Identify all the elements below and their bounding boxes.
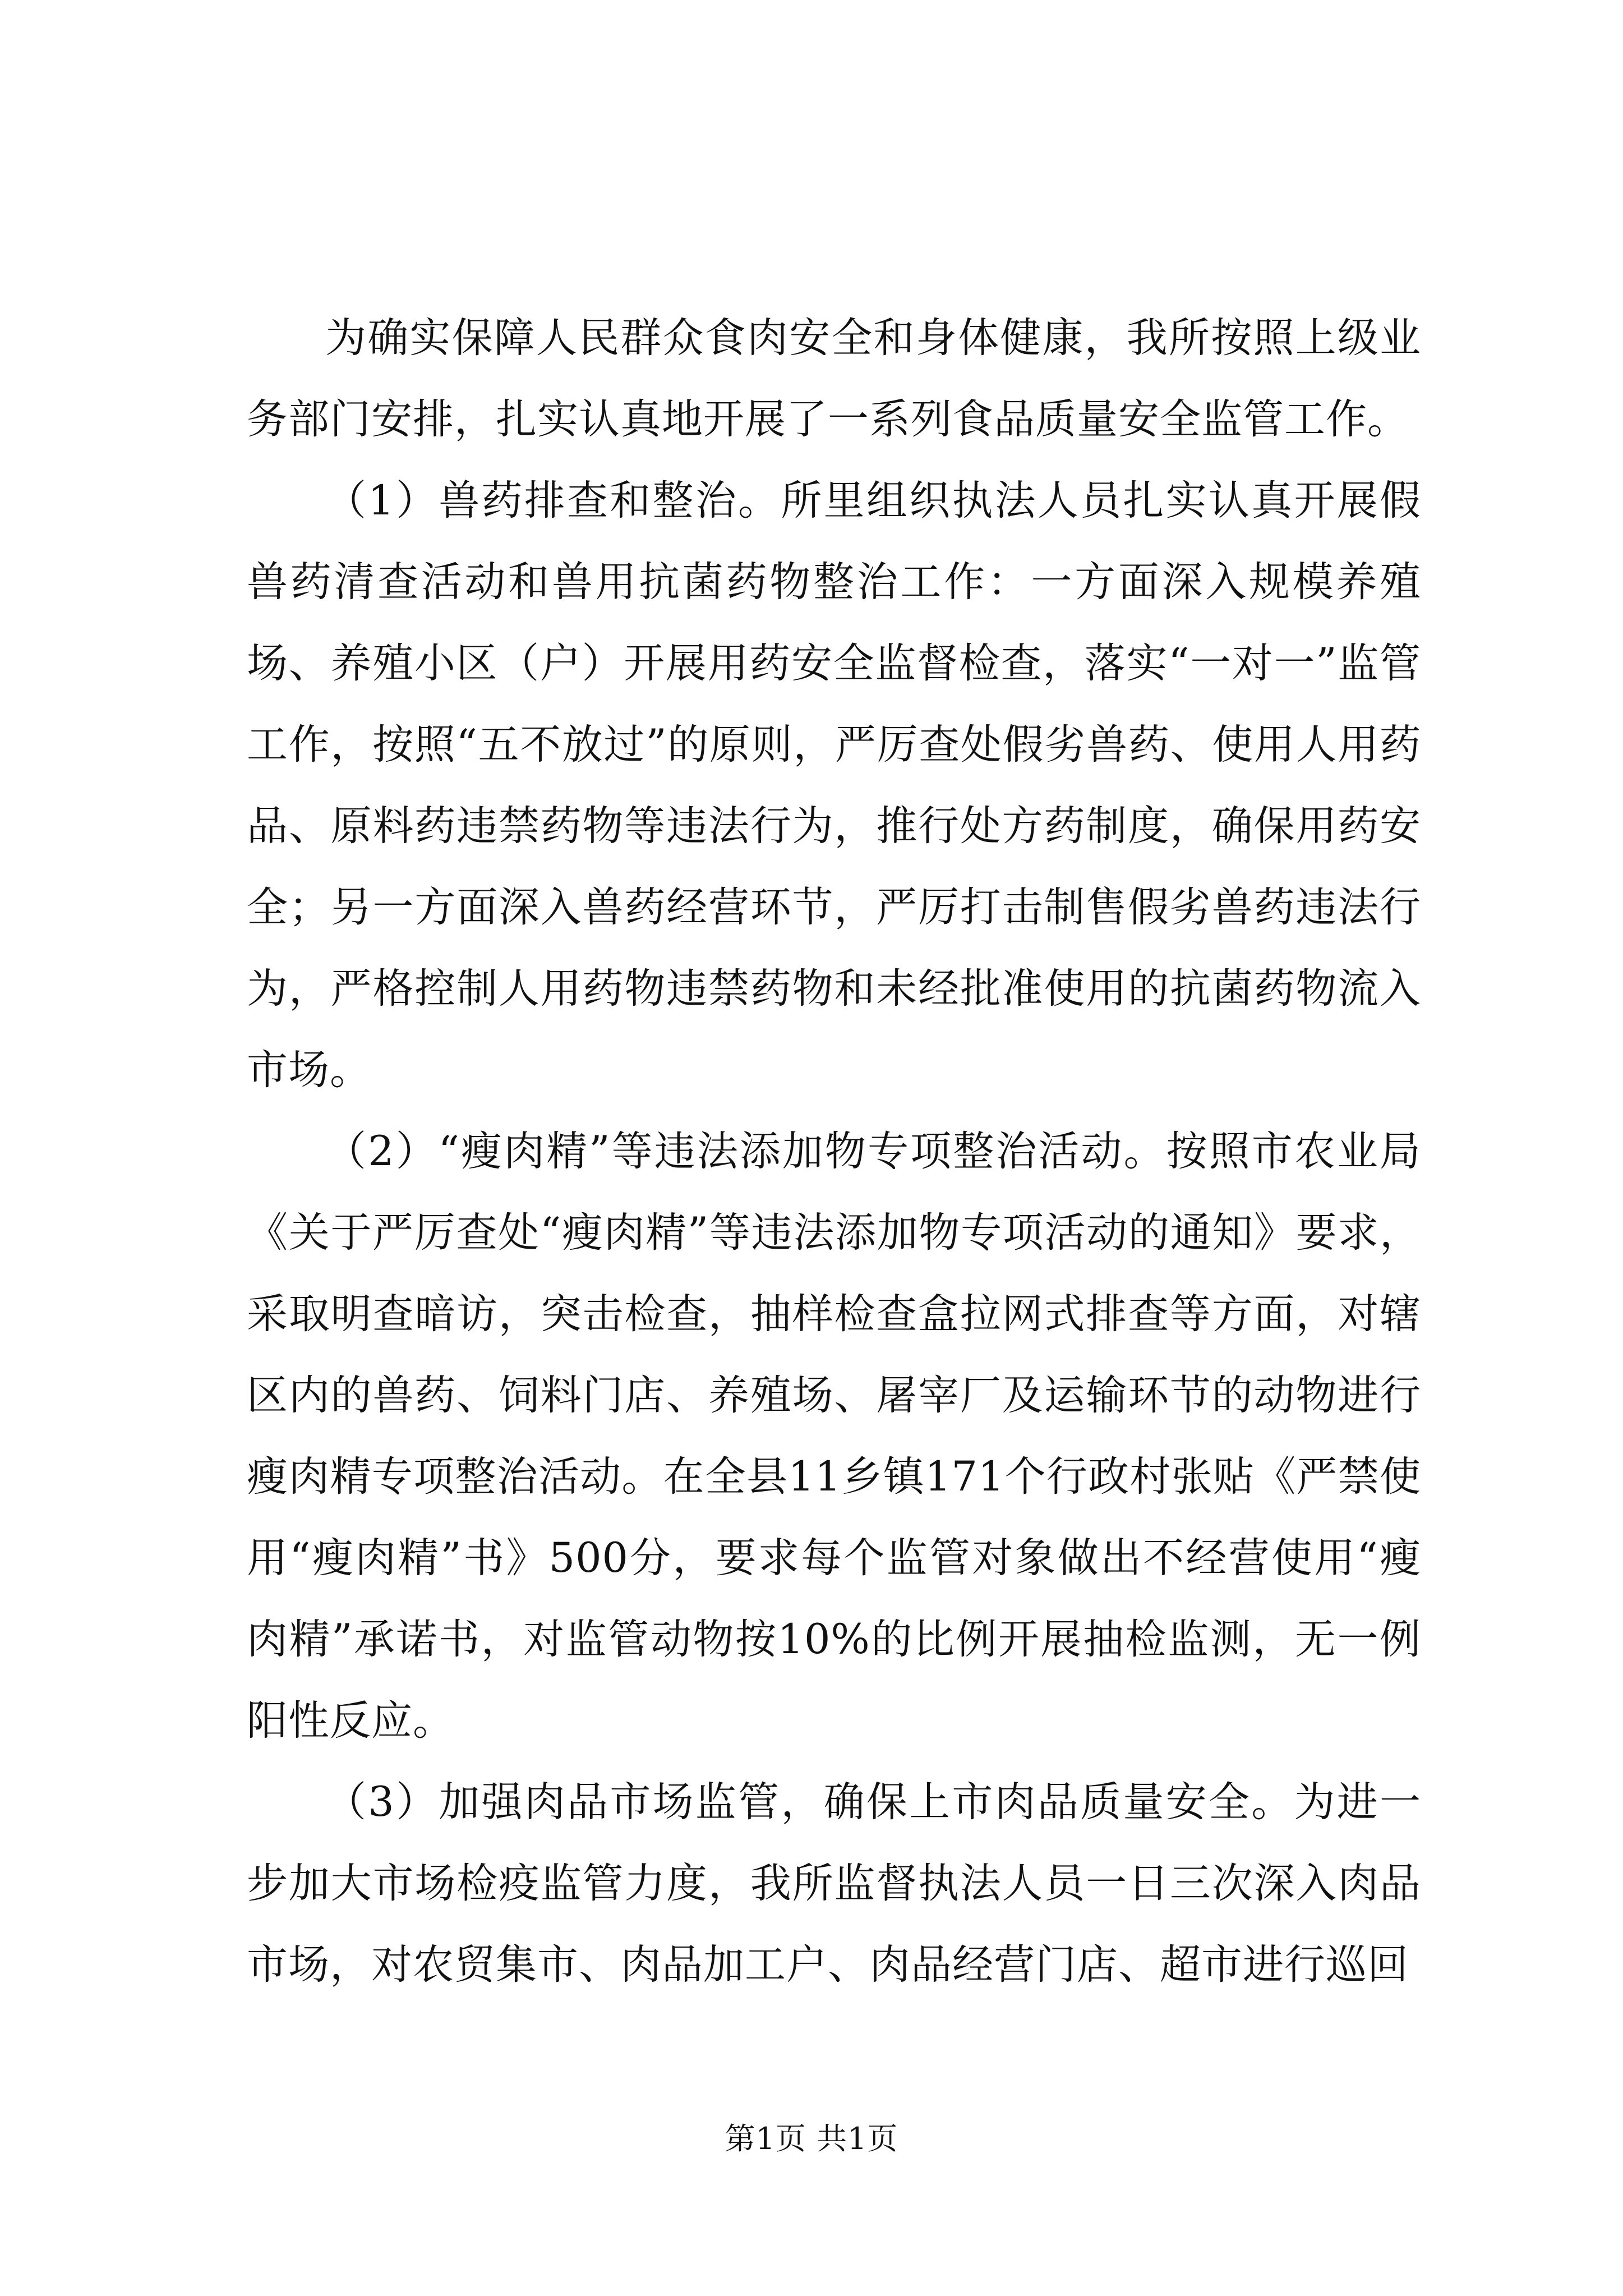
page-footer: 第1页 共1页: [725, 2121, 898, 2156]
paragraph-veterinary-drugs: （1）兽药排查和整治。所里组织执法人员扎实认真开展假兽药清查活动和兽用抗菌药物整治工作：一方面深入规模养殖场、养殖小区（户）开展用药安全监督检查，落实“一对一”监管工作，按照“五不放过”的原则，严厉查处假劣兽药、使用人用药品、原料药违禁药物等违法行为，推行处方药制度，确保用药安全；另一方面深入兽药经营环节，严厉打击制售假劣兽药违法行为，严格控制人用药物违禁药物和未经批准使用的抗菌药物流入市场。: [247, 477, 1421, 1094]
paragraph-clenbuterol: （2）“瘦肉精”等违法添加物专项整治活动。按照市农业局《关于严厉查处“瘦肉精”等违法添加物专项活动的通知》要求，采取明查暗访，突击检查，抽样检查盒拉网式排查等方面，对辖区内的兽药、饲料门店、养殖场、屠宰厂及运输环节的动物进行瘦肉精专项整治活动。在全县11乡镇171个行政村张贴《严禁使用“瘦肉精”书》500分，要求每个监管对象做出不经营使用“瘦肉精”承诺书，对监管动物按10%的比例开展抽检监测，无一例阳性反应。: [247, 1128, 1421, 1745]
paragraph-meat-market: （3）加强肉品市场监管，确保上市肉品质量安全。为进一步加大市场检疫监管力度，我所监督执法人员一日三次深入肉品市场，对农贸集市、肉品加工户、肉品经营门店、超市进行巡回: [247, 1778, 1421, 1989]
paragraph-intro: 为确实保障人民群众食肉安全和身体健康，我所按照上级业务部门安排，扎实认真地开展了一系列食品质量安全监管工作。: [247, 314, 1421, 443]
document-body: [247, 297, 1421, 2005]
